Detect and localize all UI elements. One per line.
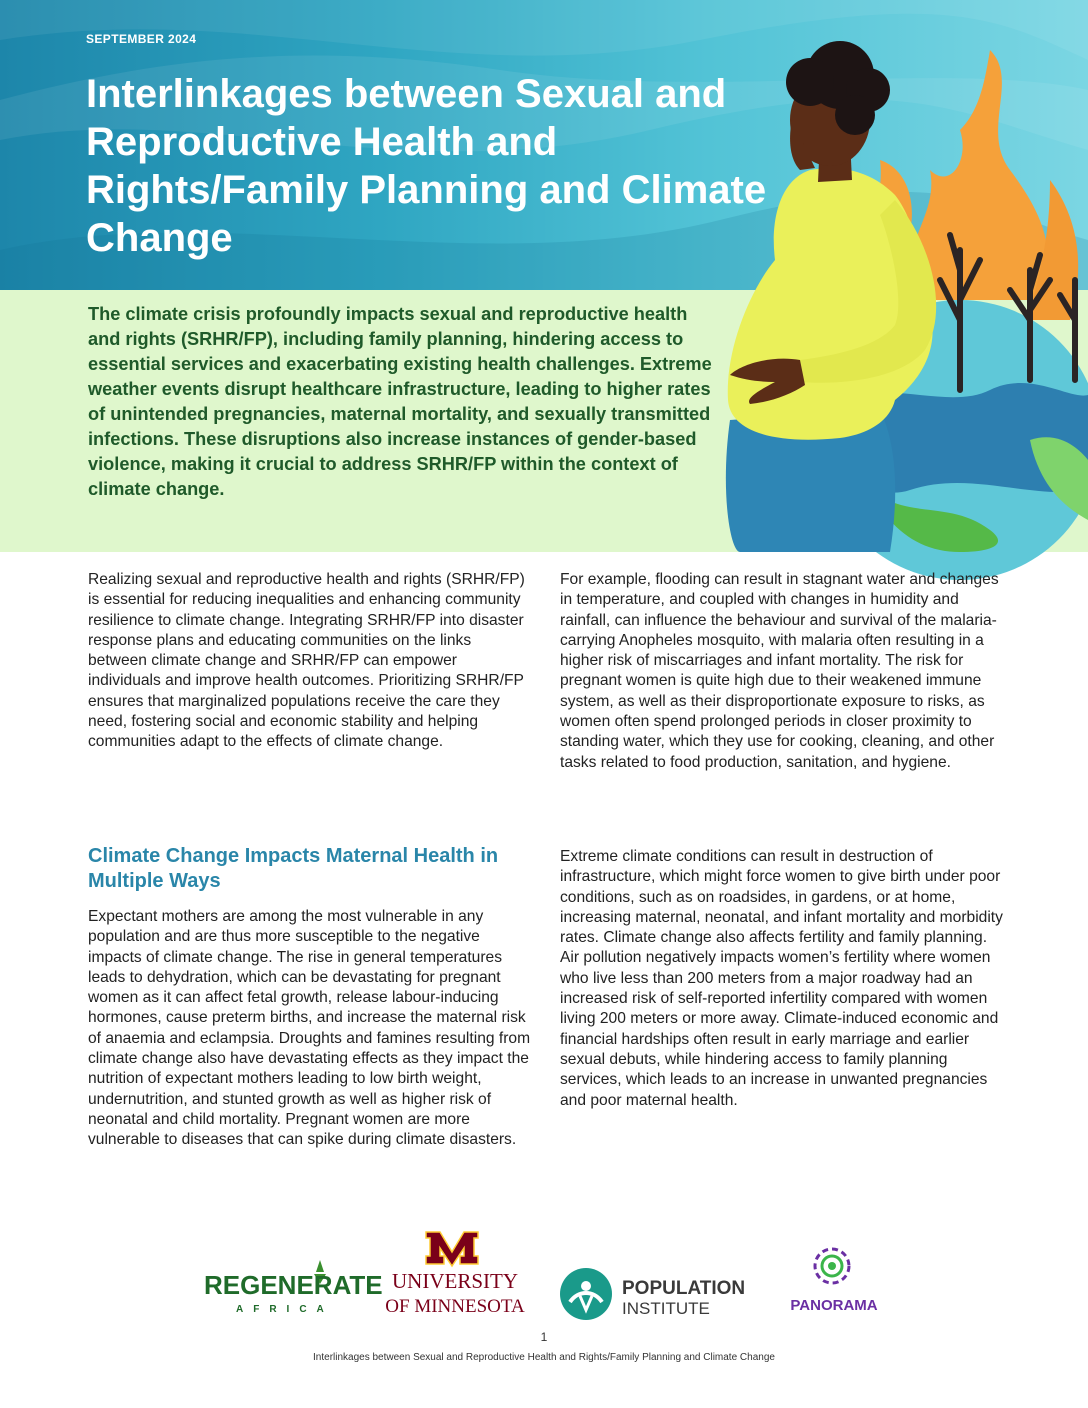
panorama-wordmark: PANORAMA [790,1297,878,1314]
university-of-minnesota-logo [380,1228,530,1325]
body-paragraph: Extreme climate conditions can result in destruction of infrastructure, which might force women to give birth under poor conditions, such as on roadsides, in gardens, or at home, increasing maternal, neonatal, and infant mortality and morbidity rates. Climate change also affects fertility and family planning. Air pollution negatively impacts women’s fertility where women who live less than 200 meters from a major roadway had an increased risk of self-reported infertility compared with women living 200 meters or more away. Climate-induced economic and financial hardships often result in early marriage and earlier sexual debuts, while hindering access to family planning services, which leads to an increase in unwanted pregnancies and poor maternal health. [560,848,1003,1109]
population-institute-logo [560,1266,750,1327]
column-1-paragraph-2 [88,907,534,1151]
column-2-paragraph-2 [560,847,1004,1111]
regenerate-wordmark: REGENERATE [204,1270,383,1300]
column-2-paragraph-1 [560,570,1004,773]
population-line-2: INSTITUTE [622,1299,710,1318]
regenerate-subtitle: AFRICA [236,1304,334,1315]
footer-title: Interlinkages between Sexual and Reproductive Health and Rights/Family Planning and Climate Change [313,1352,775,1363]
umn-line-2: OF MINNESOTA [385,1296,525,1317]
publication-date: SEPTEMBER 2024 [86,32,197,46]
body-paragraph: Expectant mothers are among the most vulnerable in any population and are thus more susceptible to the negative impacts of climate change. The rise in general temperatures leads to dehydration, which can be devastating for pregnant women as it can affect fetal growth, release labour-inducing hormones, cause preterm births, and increase the maternal risk of anaemia and eclampsia. Droughts and famines resulting from climate change also have devastating effects as they impact the nutrition of expectant mothers leading to low birth weight, undernutrition, and stunted growth as well as higher risk of neonatal and child mortality. Pregnant women are more vulnerable to diseases that can spike during climate disasters. [88,908,531,1149]
body-paragraph: For example, flooding can result in stagnant water and changes in temperature, and coupled with changes in humidity and rainfall, can influence the behaviour and survival of the malaria-carrying Anopheles mosquito, with malaria often resulting in a higher risk of miscarriages and infant mortality. The risk for pregnant women is quite high due to their weakened immune system, as well as their disproportionate exposure to risks, as women often spend prolonged periods in closer proximity to standing water, which they use for cooking, cleaning, and other tasks related to food production, sanitation, and hygiene. [560,571,999,771]
panorama-logo [776,1246,896,1323]
population-line-1: POPULATION [622,1278,746,1299]
pregnant-woman-climate-illustration [690,20,1088,552]
page-title: Interlinkages between Sexual and Reproductive Health and Rights/Family Planning and Climate Change [86,72,767,260]
intro-summary: The climate crisis profoundly impacts sexual and reproductive health and rights (SRHR/FP), including family planning, hindering access to essential services and exacerbating existing health challenges. Extreme weather events disrupt healthcare infrastructure, leading to higher rates of unintended pregnancies, maternal mortality, and sexually transmitted infections. These disruptions also increase instances of gender-based violence, making it crucial to address SRHR/FP within the context of climate change. [88,304,712,499]
body-paragraph: Realizing sexual and reproductive health and rights (SRHR/FP) is essential for reducing inequalities and enhancing community resilience to climate change. Integrating SRHR/FP into disaster response plans and educating communities on the links between climate change and SRHR/FP can empower individuals and improve health outcomes. Prioritizing SRHR/FP ensures that marginalized populations receive the care they need, fostering social and economic stability and helping communities adapt to the effects of climate change. [88,571,525,751]
umn-line-1: UNIVERSITY [392,1269,518,1293]
section-heading: Climate Change Impacts Maternal Health in Multiple Ways [88,845,499,892]
regenerate-africa-logo [204,1258,383,1323]
page-number: 1 [540,1330,548,1344]
column-1-paragraph-1 [88,570,534,753]
